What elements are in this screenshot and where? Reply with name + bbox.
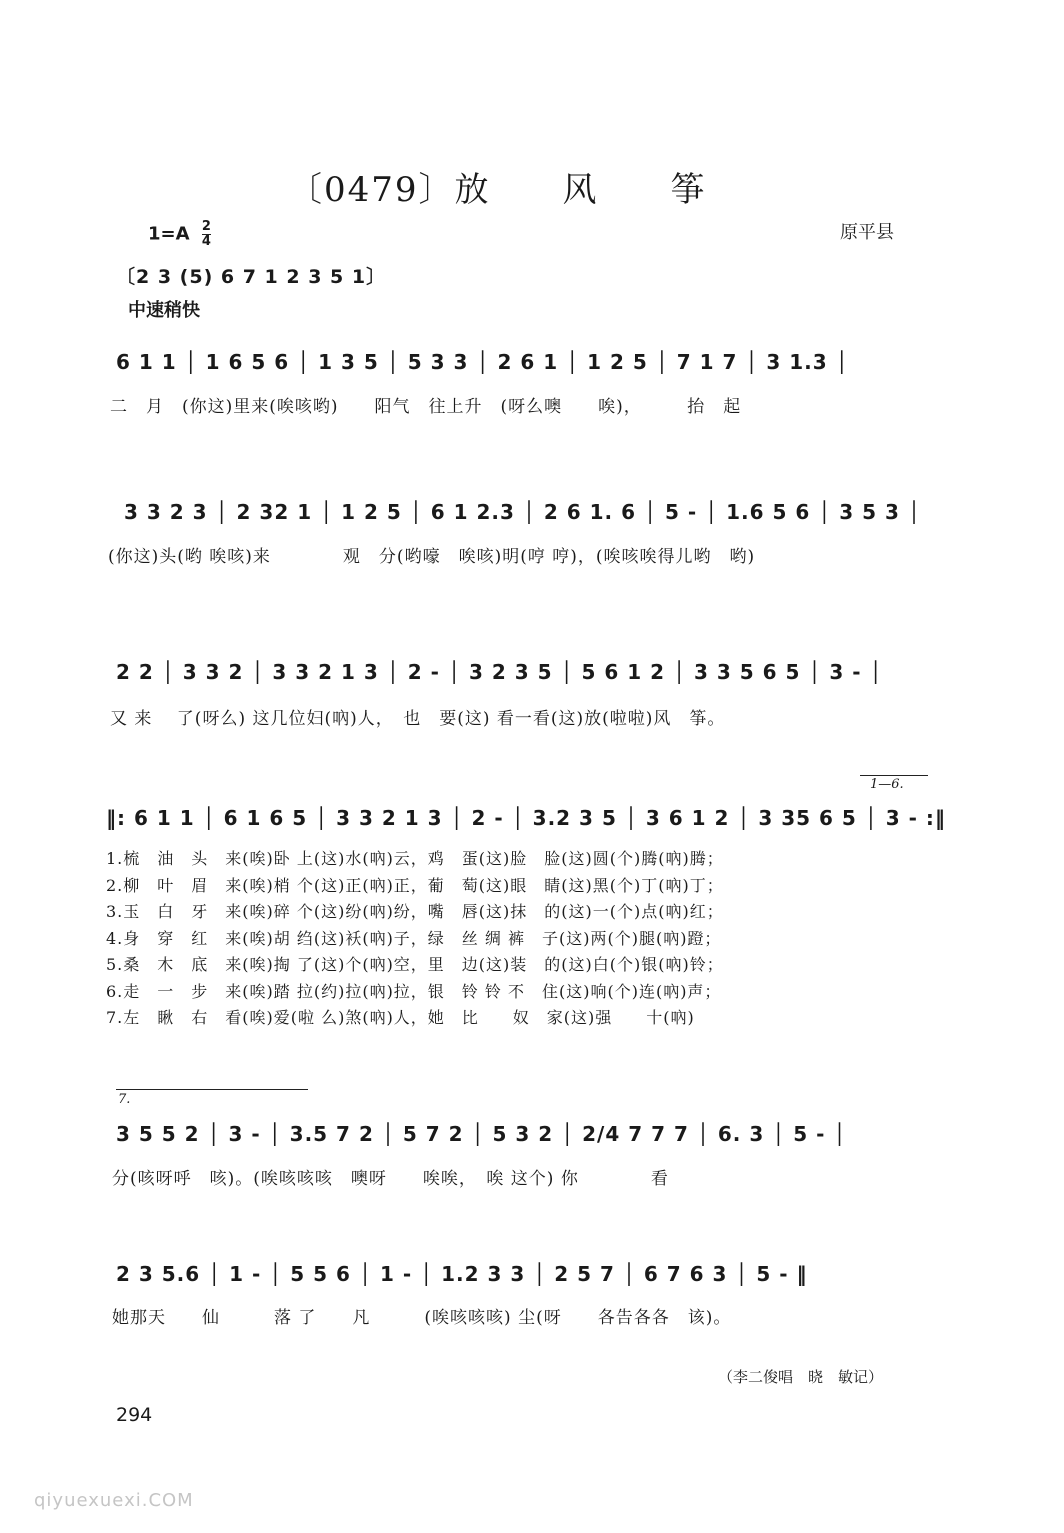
verse-6: 6.走 一 步 来(唉)踏 拉(约)拉(吶)拉，银 铃 铃 不 住(这)响(个)连(吶)声；: [106, 982, 722, 1001]
verse-1: 1.梳 油 头 来(唉)卧 上(这)水(吶)云，鸡 蛋(这)脸 脸(这)圆(个)腾(吶)腾；: [106, 849, 724, 868]
time-bottom: 4: [201, 234, 211, 249]
verse-7: 7.左 瞅 右 看(唉)爱(啦 么)煞(吶)人，她 比 奴 家(这)强 十(吶): [106, 1008, 695, 1027]
volta-label-1-6: 1—6.: [870, 777, 904, 792]
notation-line-2: 3 3 2 3 │ 2 32 1 │ 1 2 5 │ 6 1 2.3 │ 2 6 1. 6 │ 5 - │ 1.6 5 6 │ 3 5 3 │: [124, 500, 921, 524]
notation-line-3: 2 2 │ 3 3 2 │ 3 3 2 1 3 │ 2 - │ 3 2 3 5 │ 5 6 1 2 │ 3 3 5 6 5 │ 3 - │: [116, 660, 883, 684]
verse-3: 3.玉 白 牙 来(唉)碎 个(这)纷(吶)纷，嘴 唇(这)抹 的(这)一(个)点(吶)红；: [106, 902, 724, 921]
verse-5: 5.桑 木 底 来(唉)掏 了(这)个(吶)空，里 边(这)装 的(这)白(个)银(吶)铃；: [106, 955, 724, 974]
key-text: 1=A: [148, 223, 190, 245]
notation-line-4: ‖: 6 1 1 │ 6 1 6 5 │ 3 3 2 1 3 │ 2 - │ 3.2 3 5 │ 3 6 1 2 │ 3 35 6 5 │ 3 - :‖: [106, 806, 946, 830]
volta-label-7: 7.: [118, 1092, 131, 1107]
song-title: 〔0479〕放 风 筝: [288, 170, 707, 210]
lyrics-line-3: 又 来 了(呀么) 这几位妇(吶)人， 也 要(这) 看一看(这)放(啦啦)风 筝。: [110, 709, 726, 729]
credit-line: （李二俊唱 晓 敏记）: [718, 1368, 884, 1386]
notation-line-6: 2 3 5.6 │ 1 - │ 5 5 6 │ 1 - │ 1.2 3 3 │ 2 5 7 │ 6 7 6 3 │ 5 - ‖: [116, 1262, 808, 1286]
lyrics-line-2: (你这)头(哟 唉咳)来 观 分(哟嚎 唉咳)明(哼 哼)，(唉咳唉得儿哟 哟): [108, 547, 756, 567]
lyrics-line-1: 二 月 (你这)里来(唉咳哟) 阳气 往上升 (呀么噢 唉)， 抬 起: [110, 397, 742, 417]
key-signature: [148, 220, 211, 249]
origin-label: 原平县: [840, 222, 894, 243]
time-signature: [202, 220, 211, 249]
volta-bracket-7: [116, 1089, 308, 1090]
notation-line-1: 6 1 1 │ 1 6 5 6 │ 1 3 5 │ 5 3 3 │ 2 6 1 │ 1 2 5 │ 7 1 7 │ 3 1.3 │: [116, 350, 849, 374]
site-watermark: qiyuexuexi.COM: [34, 1490, 194, 1511]
verse-2: 2.柳 叶 眉 来(唉)梢 个(这)正(吶)正，葡 萄(这)眼 睛(这)黑(个)丁(吶)丁；: [106, 876, 724, 895]
volta-bracket-1-6: [860, 775, 928, 776]
page-number: 294: [116, 1404, 153, 1426]
lyrics-line-5: 分(咳呀呼 咳)。(唉咳咳咳 噢呀 唉唉， 唉 这个) 你 看: [112, 1169, 669, 1189]
time-top: 2: [201, 219, 211, 234]
notation-line-5: 3 5 5 2 │ 3 - │ 3.5 7 2 │ 5 7 2 │ 5 3 2 │ 2/4 7 7 7 │ 6. 3 │ 5 - │: [116, 1122, 847, 1146]
scale-line: 〔2 3 (5) 6 7 1 2 3 5 1〕: [116, 266, 387, 288]
tempo-marking: 中速稍快: [128, 300, 200, 321]
lyrics-line-6: 她那天 仙 落 了 凡 (唉咳咳咳) 尘(呀 各告各各 该)。: [112, 1308, 732, 1328]
verse-4: 4.身 穿 红 来(唉)胡 绉(这)袄(吶)子，绿 丝 绸 裤 子(这)两(个)腿(吶)蹬；: [106, 929, 722, 948]
